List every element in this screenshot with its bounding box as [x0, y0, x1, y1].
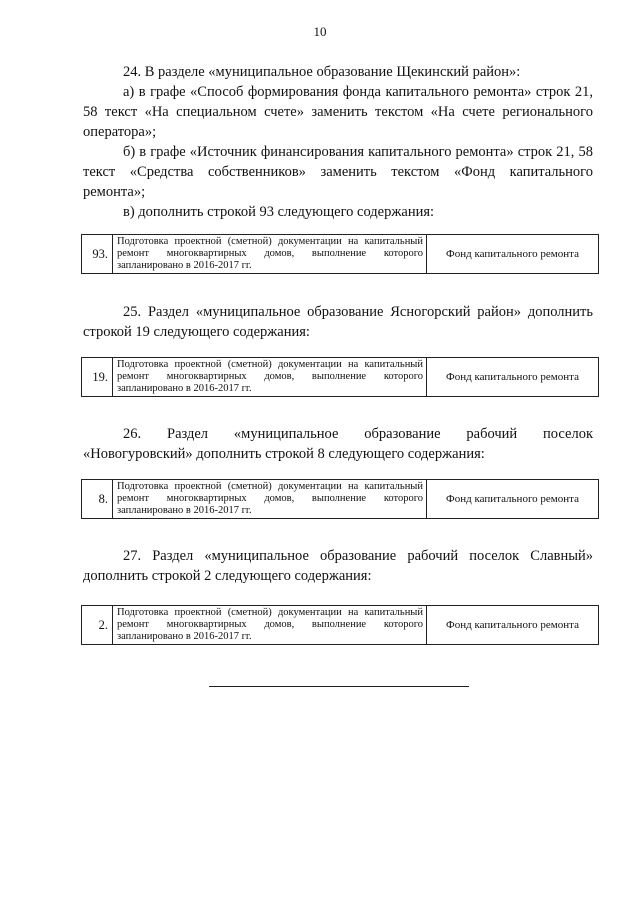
item-26-text: 26. Раздел «муниципальное образование рабочий поселок «Новогуровский» дополнить строкой 8 следующего содержания: [83, 426, 593, 462]
row-number: 19. [82, 358, 113, 396]
row-description: Подготовка проектной (сметной) документации на капитальный ремонт многоквартирных домов, выполнение которого запланировано в 2016-2017 гг. [113, 606, 427, 644]
closing-divider [209, 686, 469, 687]
row-number: 8. [82, 480, 113, 518]
table-row [81, 357, 599, 397]
row-description: Подготовка проектной (сметной) документации на капитальный ремонт многоквартирных домов, выполнение которого запланировано в 2016-2017 гг. [113, 480, 427, 518]
table-row [81, 234, 599, 274]
item-24-a: а) в графе «Способ формирования фонда капитального ремонта» строк 21, 58 текст «На специальном счете» заменить текстом «На счете регионального оператора»; [83, 84, 593, 140]
row-funding-source: Фонд капитального ремонта [446, 371, 579, 383]
item-24-c: в) дополнить строкой 93 следующего содержания: [123, 204, 435, 220]
table-row [81, 479, 599, 519]
row-number: 2. [82, 606, 113, 644]
item-27-text: 27. Раздел «муниципальное образование рабочий поселок Славный» дополнить строкой 2 следующего содержания: [83, 548, 593, 584]
table-row [81, 605, 599, 645]
page-number: 10 [313, 24, 327, 39]
row-funding-source: Фонд капитального ремонта [446, 619, 579, 631]
row-funding-source: Фонд капитального ремонта [446, 248, 579, 260]
row-description: Подготовка проектной (сметной) документации на капитальный ремонт многоквартирных домов, выполнение которого запланировано в 2016-2017 гг. [113, 235, 427, 273]
item-25-text: 25. Раздел «муниципальное образование Ясногорский район» дополнить строкой 19 следующего содержания: [83, 304, 593, 340]
item-24-b: б) в графе «Источник финансирования капитального ремонта» строк 21, 58 текст «Средства собственников» заменить текстом «Фонд капитального ремонта»; [83, 144, 593, 200]
row-funding-source: Фонд капитального ремонта [446, 493, 579, 505]
row-description: Подготовка проектной (сметной) документации на капитальный ремонт многоквартирных домов, выполнение которого запланировано в 2016-2017 гг. [113, 358, 427, 396]
row-number: 93. [82, 235, 113, 273]
item-24-heading: 24. В разделе «муниципальное образование Щекинский район»: [123, 64, 521, 80]
